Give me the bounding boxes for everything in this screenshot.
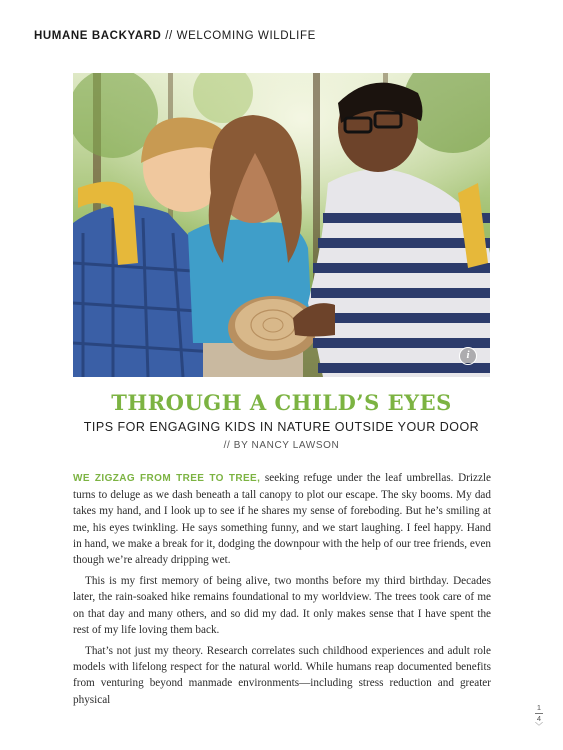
paragraph-1-text: seeking refuge under the leaf umbrellas. Drizzle turns to deluge as we dash beneath a tall canopy to plot our escape. The sky booms. My dad takes my hand, and I look up to see if he shares my sense of foreboding. But he’s smiling at me, his eyes twinkling. He says something funny, and we start laughing. I feel happy. Hand in hand, we make a break for it, dodging the downpour with the help of our tree friends, even though we’re already dripping wet. [73,472,491,567]
next-page-chevron-icon[interactable]: ﹀ [535,722,543,731]
article-byline: // BY NANCY LAWSON [223,440,340,451]
article-body [73,470,491,713]
paragraph-2: This is my first memory of being alive, two months before my third birthday. Decades later, the rain-soaked hike remains foundational to my worldview. The trees took care of me on that day and many others, and so did my dad. It only makes sense that I have spent the rest of my life loving them back. [73,575,491,636]
subsection-name: WELCOMING WILDLIFE [176,30,316,42]
article-title: THROUGH A CHILD’S EYES [111,390,452,415]
page-indicator [531,704,547,731]
current-page: 1 [536,703,542,712]
paragraph-1 [73,470,491,568]
total-pages: 4 [536,714,542,723]
article-subtitle: TIPS FOR ENGAGING KIDS IN NATURE OUTSIDE YOUR DOOR [83,420,480,434]
hero-photo [73,73,490,377]
section-name: HUMANE BACKYARD [34,30,162,42]
info-icon[interactable]: i [459,347,477,365]
hero-photo-illustration [73,73,490,377]
running-header [34,30,316,42]
lead-in: WE ZIGZAG FROM TREE TO TREE, [73,473,261,484]
paragraph-3: That’s not just my theory. Research correlates such childhood experiences and adult role models with lifelong respect for the natural world. While humans reap documented benefits from venturing beyond manmade environments—including stress reduction and greater physical [73,645,491,706]
header-separator: // [161,30,177,42]
